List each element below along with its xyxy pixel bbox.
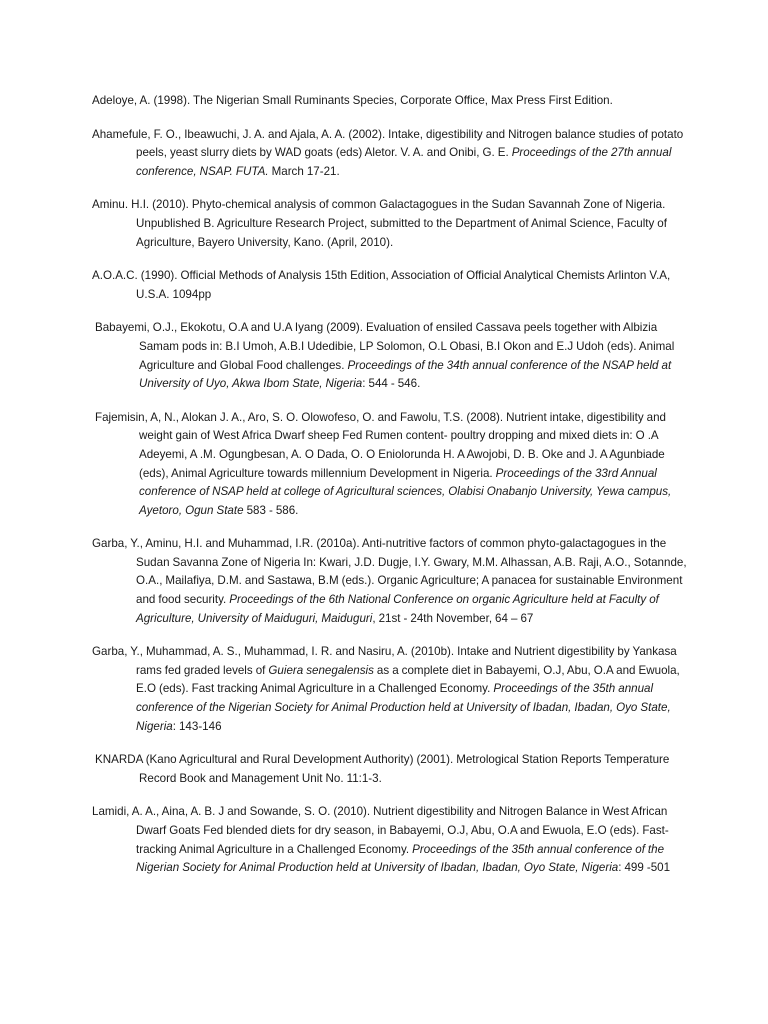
reference-italic-text: Proceedings of the 33rd Annual conference of NSAP held at college of Agricultural sciences, Olabisi Onabanjo University, Yewa campus, Ayetoro, Ogun State — [139, 466, 672, 517]
reference-text: Aminu. H.I. (2010). Phyto-chemical analysis of common Galactagogues in the Sudan Savannah Zone of Nigeria. Unpublished B. Agriculture Research Project, submitted to the Department of Animal Science, Faculty of Agriculture, Bayero University, Kano. (April, 2010). — [92, 198, 667, 249]
reference-entry — [92, 267, 692, 304]
reference-italic-text: Proceedings of the 6th National Conference on organic Agriculture held at Faculty of Agriculture, University of Maiduguri, Maiduguri — [136, 593, 659, 625]
reference-italic-text: Guiera senegalensis — [268, 663, 374, 677]
reference-entry — [95, 751, 692, 788]
reference-text: , 21st - 24th November, 64 – 67 — [372, 611, 534, 625]
reference-entry — [92, 92, 692, 111]
reference-entry — [92, 126, 692, 182]
reference-text: 583 - 586. — [243, 503, 299, 517]
reference-text: Babayemi, O.J., Ekokotu, O.A and U.A Iyang (2009). Evaluation of ensiled Cassava peels together with Albizia Samam pods in: B.I Umoh, A.B.I Udedibie, LP Solomon, O.L Obasi, B.I Okon and E.J Udoh (eds). Animal Agriculture and Global Food challenges. — [95, 321, 675, 372]
reference-entry — [95, 319, 692, 393]
reference-italic-text: Proceedings of the 34th annual conference of the NSAP held at University of Uyo, Akwa Ibom State, Nigeria — [139, 358, 672, 391]
reference-entry — [95, 409, 692, 521]
reference-text: Ahamefule, F. O., Ibeawuchi, J. A. and Ajala, A. A. (2002). Intake, digestibility and Nitrogen balance studies of potato peels, yeast slurry diets by WAD goats (eds) Aletor. V. A. and Onibi, G. E. — [92, 127, 684, 160]
reference-text: Garba, Y., Muhammad, A. S., Muhammad, I. R. and Nasiru, A. (2010b). Intake and Nutrient digestibility by Yankasa rams fed graded levels of — [92, 645, 677, 677]
reference-italic-text: Proceedings of the 35th annual conference of the Nigerian Society for Animal Production held at University of Ibadan, Ibadan, Oyo State, Nigeria — [136, 682, 671, 733]
reference-text: Fajemisin, A, N., Alokan J. A., Aro, S. O. Olowofeso, O. and Fawolu, T.S. (2008). Nutrient intake, digestibility and weight gain of West Africa Dwarf sheep Fed Rumen content- poultry dropping and mixed diets in: O .A Adeyemi, A .M. Ogungbesan, A. O Dada, O. O Eniolorunda H. A Awojobi, D. B. Oke and J. A Agunbiade (eds), Animal Agriculture towards millennium Development in Nigeria. — [95, 410, 666, 480]
reference-entry — [92, 803, 692, 877]
reference-italic-text: Proceedings of the 35th annual conference of the Nigerian Society for Animal Production held at University of Ibadan, Ibadan, Oyo State, Nigeria — [136, 842, 665, 875]
reference-text: Adeloye, A. (1998). The Nigerian Small Ruminants Species, Corporate Office, Max Press First Edition. — [92, 94, 613, 107]
reference-entry — [92, 535, 692, 628]
reference-entry — [92, 643, 692, 736]
reference-text: : 499 -501 — [618, 861, 671, 875]
reference-text: Lamidi, A. A., Aina, A. B. J and Sowande, S. O. (2010). Nutrient digestibility and Nitrogen Balance in West African Dwarf Goats Fed blended diets for dry season, in Babayemi, O.J, Abu, O.A and Ewuola, E.O (eds). Fast-tracking Animal Agriculture in a Challenged Economy. — [92, 805, 669, 856]
reference-text: KNARDA (Kano Agricultural and Rural Development Authority) (2001). Metrological Station Reports Temperature Record Book and Management Unit No. 11:1-3. — [95, 753, 670, 785]
reference-list — [92, 92, 692, 893]
reference-italic-text: Proceedings of the 27th annual conference, NSAP. FUTA. — [136, 146, 672, 178]
reference-entry — [92, 196, 692, 252]
reference-text: A.O.A.C. (1990). Official Methods of Analysis 15th Edition, Association of Official Analytical Chemists Arlinton V.A, U.S.A. 1094pp — [92, 269, 671, 301]
reference-text: Garba, Y., Aminu, H.I. and Muhammad, I.R. (2010a). Anti-nutritive factors of common phyto-galactagogues in the Sudan Savanna Zone of Nigeria In: Kwari, J.D. Dugje, I.Y. Gwary, M.M. Alhassan, A.B. Raji, A.O., Sotannde, O.A., Mailafiya, D.M. and Sastawa, B.M (eds.). Organic Agriculture; A panacea for sustainable Environment and food security. — [92, 537, 687, 607]
reference-text: : 143-146 — [172, 719, 222, 733]
reference-text: as a complete diet in Babayemi, O.J, Abu, O.A and Ewuola, E.O (eds). Fast tracking Animal Agriculture in a Challenged Economy. — [136, 663, 680, 696]
reference-text: March 17-21. — [268, 164, 340, 178]
reference-text: : 544 - 546. — [362, 377, 421, 391]
